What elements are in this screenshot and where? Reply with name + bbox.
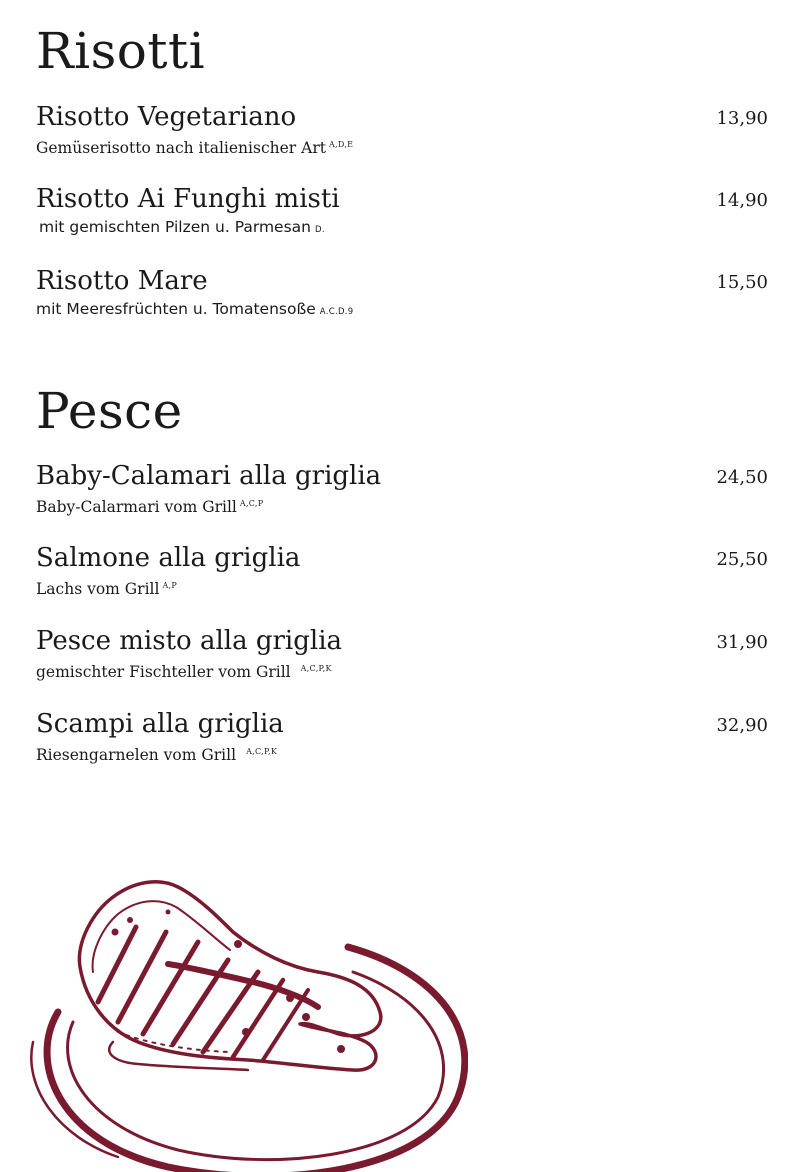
menu-item (36, 709, 768, 769)
allergen-codes: D. (314, 225, 325, 235)
dish-name: Pesce misto alla griglia (36, 626, 343, 656)
grilled-fish-on-plate-icon (18, 872, 468, 1172)
menu-item (36, 626, 768, 686)
allergen-codes: A,C,P,K (246, 747, 278, 756)
dish-price: 25,50 (716, 549, 768, 570)
dish-description: Baby-Calarmari vom Grill $^{A,C,P}$ (36, 498, 264, 516)
dish-description: Lachs vom Grill $^{A,P}$ (36, 580, 178, 598)
menu-item (36, 543, 768, 603)
dish-name: Scampi alla griglia (36, 709, 284, 739)
dish-description: mit gemischten Pilzen u. Parmesan D. (39, 218, 325, 236)
allergen-codes: A.C.D.9 (319, 307, 354, 317)
dish-name: Salmone alla griglia (36, 543, 301, 573)
menu-item (36, 266, 768, 326)
section-title-risotti: Risotti (36, 22, 206, 80)
dish-price: 14,90 (716, 190, 768, 211)
allergen-codes: A,C,P (239, 499, 264, 508)
dish-name: Baby-Calamari alla griglia (36, 461, 382, 491)
allergen-codes: A,D,E (328, 140, 354, 149)
dish-description: Gemüserisotto nach italienischer Art $^{A,D,E}$ (36, 139, 354, 157)
dish-price: 31,90 (716, 632, 768, 653)
menu-item (36, 461, 768, 521)
allergen-codes: A,C,P,K (300, 664, 332, 673)
dish-name: Risotto Mare (36, 266, 208, 296)
dish-price: 13,90 (716, 108, 768, 129)
menu-item (36, 102, 768, 162)
dish-price: 24,50 (716, 467, 768, 488)
dish-name: Risotto Vegetariano (36, 102, 297, 132)
dish-price: 32,90 (716, 715, 768, 736)
section-title-pesce: Pesce (36, 382, 183, 440)
dish-description: mit Meeresfrüchten u. Tomatensoße A.C.D.9 (36, 300, 354, 318)
dish-name: Risotto Ai Funghi misti (36, 184, 340, 214)
dish-description: Riesengarnelen vom Grill $^{A,C,P,K}$ (36, 746, 278, 764)
allergen-codes: A,P (162, 581, 178, 590)
dish-price: 15,50 (716, 272, 768, 293)
dish-description: gemischter Fischteller vom Grill $^{A,C,P,K}$ (36, 663, 332, 681)
menu-item (36, 184, 768, 244)
